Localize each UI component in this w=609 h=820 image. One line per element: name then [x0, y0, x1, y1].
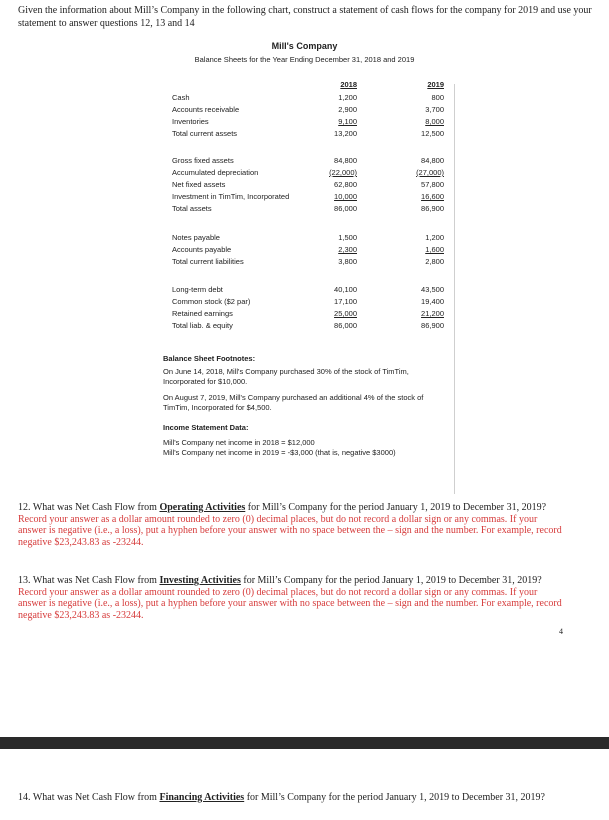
- income-2019: Mill's Company net income in 2019 = -$3,000 (that is, negative $3000): [163, 448, 396, 457]
- value-2018: 9,100: [338, 117, 357, 126]
- question-text: [18, 575, 563, 587]
- row-label: Net fixed assets: [172, 180, 226, 189]
- income-title: Income Statement Data:: [163, 423, 249, 432]
- value-2018: 62,800: [334, 180, 357, 189]
- value-2019: 19,400: [421, 297, 444, 306]
- question-topic: Financing Activities: [159, 792, 245, 803]
- row-label: Common stock ($2 par): [172, 297, 251, 306]
- table-row: [172, 204, 452, 216]
- value-2018: 2,300: [338, 245, 357, 254]
- value-2019: 3,700: [425, 105, 444, 114]
- company-title: Mill's Company: [271, 41, 338, 51]
- value-2018: 25,000: [334, 309, 357, 318]
- value-2018: 1,500: [338, 233, 357, 242]
- table-row: [172, 156, 452, 168]
- question-suffix: for Mill’s Company for the period January 1, 2019 to December 31, 2019?: [240, 575, 542, 586]
- page-lower: [0, 749, 609, 820]
- row-label: Notes payable: [172, 233, 220, 242]
- question-topic: Operating Activities: [159, 502, 246, 513]
- table-row: [172, 285, 452, 297]
- row-label: Accumulated depreciation: [172, 168, 259, 177]
- footnotes-title: Balance Sheet Footnotes:: [163, 354, 256, 363]
- value-2019: 16,600: [421, 192, 444, 201]
- value-2019: (27,000): [416, 168, 444, 177]
- table-row: [172, 233, 452, 245]
- question-12: [18, 502, 563, 548]
- row-label: Total current assets: [172, 129, 238, 138]
- question-13: [18, 575, 563, 621]
- value-2018: 1,200: [338, 93, 357, 102]
- table-row: [172, 321, 452, 333]
- row-label: Investment in TimTim, Incorporated: [172, 192, 290, 201]
- row-label: Retained earnings: [172, 309, 233, 318]
- question-prefix: 12. What was Net Cash Flow from: [18, 502, 160, 513]
- question-text: [18, 792, 563, 804]
- row-label: Long-term debt: [172, 285, 223, 294]
- value-2019: 8,000: [425, 117, 444, 126]
- value-2018: 86,000: [334, 321, 357, 330]
- page-number: 4: [559, 627, 563, 636]
- value-2019: 43,500: [421, 285, 444, 294]
- row-label: Cash: [172, 93, 190, 102]
- value-2019: 2,800: [425, 257, 444, 266]
- value-2018: 17,100: [334, 297, 357, 306]
- value-2019: 800: [431, 93, 444, 102]
- value-2018: 2,900: [338, 105, 357, 114]
- balance-sheet-subtitle: Balance Sheets for the Year Ending December 31, 2018 and 2019: [194, 55, 415, 64]
- table-row: [172, 192, 452, 204]
- value-2019: 1,200: [425, 233, 444, 242]
- row-label: Inventories: [172, 117, 209, 126]
- value-2018: 3,800: [338, 257, 357, 266]
- question-prefix: 14. What was Net Cash Flow from: [18, 792, 160, 803]
- row-label: Gross fixed assets: [172, 156, 234, 165]
- value-2018: 13,200: [334, 129, 357, 138]
- value-2019: 21,200: [421, 309, 444, 318]
- footnote-2: On August 7, 2019, Mill's Company purchased an additional 4% of the stock of TimTim, Incorporated for $4,500.: [163, 393, 424, 412]
- year-header-row: [172, 80, 452, 92]
- question-suffix: for Mill’s Company for the period January 1, 2019 to December 31, 2019?: [244, 792, 545, 803]
- question-text: [18, 502, 563, 514]
- table-row: [172, 117, 452, 129]
- table-row: [172, 309, 452, 321]
- value-2019: 57,800: [421, 180, 444, 189]
- value-2018: 40,100: [334, 285, 357, 294]
- footnotes-section: [163, 354, 450, 458]
- question-topic: Investing Activities: [159, 575, 241, 586]
- row-label: Total assets: [172, 204, 212, 213]
- table-row: [172, 245, 452, 257]
- table-row: [172, 105, 452, 117]
- footnote-1: On June 14, 2018, Mill's Company purchased 30% of the stock of TimTim, Incorporated for $10,000.: [163, 367, 409, 386]
- answer-instruction: Record your answer as a dollar amount rounded to zero (0) decimal places, but do not record a dollar sign or any commas. If your answer is negative (i.e., a loss), put a hyphen before your answer with no space between the – sign and the number. For example, record negative $23,243.83 as -23244.: [18, 513, 562, 548]
- table-row: [172, 297, 452, 309]
- intro-paragraph: Given the information about Mill’s Company in the following chart, construct a statement of cash flows for the company for 2019 and use your statement to answer questions 12, 13 and 14: [18, 5, 592, 29]
- page-separator: [0, 737, 609, 749]
- value-2018: 84,800: [334, 156, 357, 165]
- question-14: [18, 792, 563, 804]
- table-row: [172, 168, 452, 180]
- value-2019: 86,900: [421, 321, 444, 330]
- value-2018: 10,000: [334, 192, 357, 201]
- question-prefix: 13. What was Net Cash Flow from: [18, 575, 160, 586]
- question-suffix: for Mill’s Company for the period January 1, 2019 to December 31, 2019?: [245, 502, 547, 513]
- row-label: Accounts payable: [172, 245, 232, 254]
- table-row: [172, 129, 452, 141]
- row-label: Accounts receivable: [172, 105, 240, 114]
- table-row: [172, 257, 452, 269]
- value-2018: 86,000: [334, 204, 357, 213]
- year-2019-header: 2019: [427, 80, 444, 89]
- row-label: Total current liabilities: [172, 257, 244, 266]
- table-row: [172, 180, 452, 192]
- value-2018: (22,000): [329, 168, 357, 177]
- value-2019: 12,500: [421, 129, 444, 138]
- answer-instruction: Record your answer as a dollar amount rounded to zero (0) decimal places, but do not record a dollar sign or any commas. If your answer is negative (i.e., a loss), put a hyphen before your answer with no space between the – sign and the number. For example, record negative $23,243.83 as -23244.: [18, 586, 562, 621]
- year-2018-header: 2018: [340, 80, 357, 89]
- income-2018: Mill's Company net income in 2018 = $12,000: [163, 438, 315, 447]
- row-label: Total liab. & equity: [172, 321, 233, 330]
- table-row: [172, 93, 452, 105]
- balance-sheet-table: [155, 80, 455, 494]
- value-2019: 84,800: [421, 156, 444, 165]
- value-2019: 86,900: [421, 204, 444, 213]
- value-2019: 1,600: [425, 245, 444, 254]
